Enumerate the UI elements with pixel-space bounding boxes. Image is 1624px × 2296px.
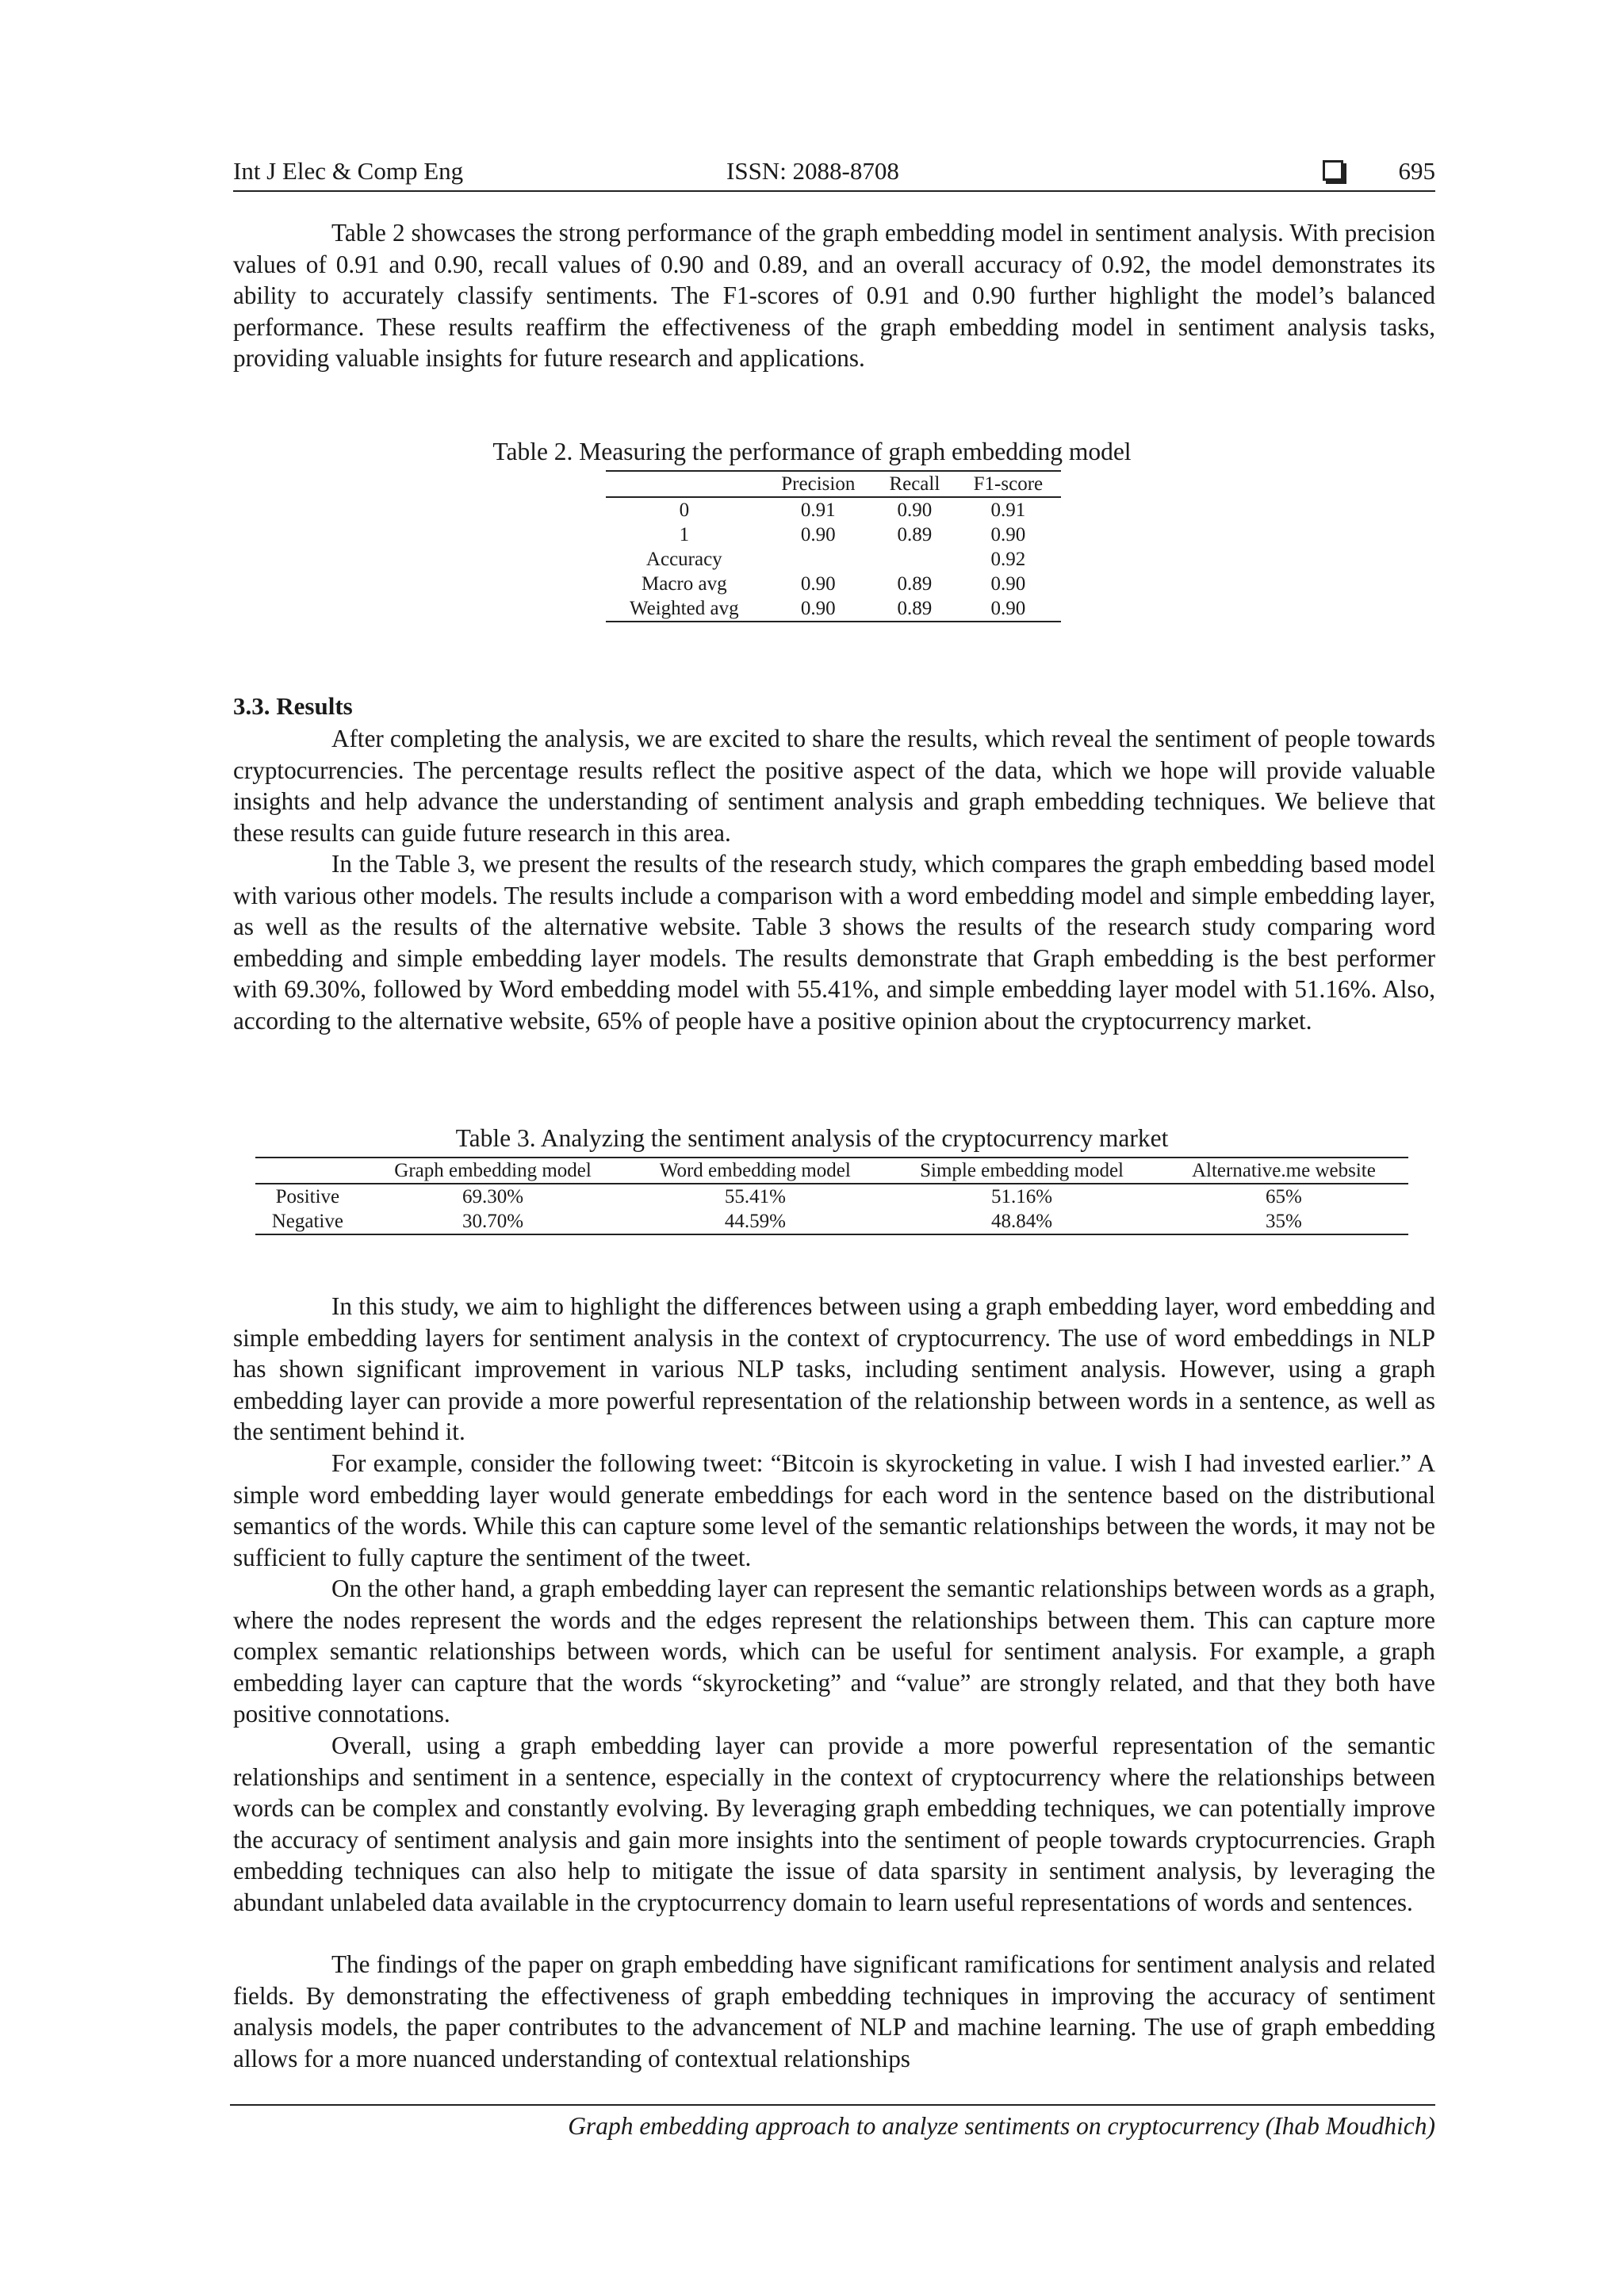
table-cell: 0.89 bbox=[897, 523, 933, 545]
table-cell: 65% bbox=[1265, 1185, 1302, 1207]
table-cell: Positive bbox=[275, 1185, 340, 1207]
table3 bbox=[255, 1157, 1408, 1235]
paragraph-body-8: The findings of the paper on graph embedding have significant ramifications for sentiment analysis and related fields. By demonstrating the effectiveness of graph embedding techniques in improving the accuracy of sentiment analysis models, the paper contributes to the advancement of NLP and machine learning. The use of graph embedding allows for a more nuanced understanding of contextual relationships bbox=[233, 1950, 1435, 2072]
table-row bbox=[606, 596, 1061, 622]
table-cell: 0.90 bbox=[800, 572, 836, 595]
table3-caption: Table 3. Analyzing the sentiment analysis of the cryptocurrency market bbox=[455, 1124, 1169, 1152]
table-row bbox=[606, 497, 1061, 522]
paragraph-body-7: Overall, using a graph embedding layer can provide a more powerful representation of the semantic relationships and sentiment in a sentence, especially in the context of cryptocurrency where the relationships between words can be complex and constantly evolving. By leveraging graph embedding techniques, we can potentially improve the accuracy of sentiment analysis and gain more insights into the sentiment of people towards cryptocurrencies. Graph embedding techniques can also help to mitigate the issue of data sparsity in sentiment analysis, by leveraging the abundant unlabeled data available in the cryptocurrency domain to learn useful representations of words and sentences. bbox=[233, 1732, 1435, 1916]
table-cell: 44.59% bbox=[626, 1209, 884, 1234]
table-header-row bbox=[606, 471, 1061, 497]
page-number: 695 bbox=[1398, 157, 1435, 185]
table-header-cell: Word embedding model bbox=[626, 1158, 884, 1184]
table-cell: Accuracy bbox=[645, 548, 722, 570]
table-header-cell: Precision bbox=[763, 471, 874, 497]
table-cell: 0.90 bbox=[800, 523, 836, 545]
running-footer: Graph embedding approach to analyze sentiments on cryptocurrency (Ihab Moudhich) bbox=[230, 2104, 1435, 2141]
table-cell: 1 bbox=[679, 523, 690, 545]
table-cell: 0.91 bbox=[800, 499, 836, 521]
table-row bbox=[606, 547, 1061, 572]
paragraph-body-6: On the other hand, a graph embedding layer can represent the semantic relationships between words as a graph, where the nodes represent the words and the edges represent the relationships between them. This can capture more complex semantic relationships between words, which can be useful for sentiment analysis. For example, a graph embedding layer can capture that the words “skyrocketing” and “value” are strongly related, and that they both have positive connotations. bbox=[233, 1575, 1435, 1728]
table-header-cell: Graph embedding model bbox=[360, 1158, 626, 1184]
table-cell: Negative bbox=[255, 1209, 360, 1234]
table-cell: 0.91 bbox=[990, 499, 1026, 521]
table-header-cell: Recall bbox=[874, 471, 956, 497]
running-header bbox=[233, 155, 1435, 192]
table2-caption: Table 2. Measuring the performance of graph embedding model bbox=[492, 438, 1132, 465]
table-row bbox=[606, 572, 1061, 596]
paragraph-results-1: After completing the analysis, we are excited to share the results, which reveal the sentiment of people towards cryptocurrencies. The percentage results reflect the positive aspect of the data, which we hope will provide valuable insights and help advance the understanding of sentiment analysis and graph embedding techniques. We believe that these results can guide future research in this area. bbox=[233, 725, 1435, 847]
table-cell: 0.89 bbox=[874, 596, 956, 622]
section-heading-results: 3.3. Results bbox=[233, 692, 353, 720]
table-row bbox=[606, 522, 1061, 547]
table-header-cell bbox=[606, 471, 763, 497]
table-cell: 0 bbox=[679, 499, 690, 521]
paragraph-table2-intro: Table 2 showcases the strong performance of the graph embedding model in sentiment analysis. With precision values of 0.91 and 0.90, recall values of 0.90 and 0.89, and an overall accuracy of 0.92, the model demonstrates its ability to accurately classify sentiments. The F1-scores of 0.91 and 0.90 further highlight the model’s balanced performance. These results reaffirm the effectiveness of the graph embedding model in sentiment analysis tasks, providing valuable insights for future research and applications. bbox=[233, 219, 1435, 373]
table-header-cell: Alternative.me website bbox=[1159, 1158, 1408, 1184]
table-cell: Weighted avg bbox=[606, 596, 763, 622]
paragraph-results-2: In the Table 3, we present the results of the research study, which compares the graph embedding based model with various other models. The results include a comparison with a word embedding model and simple embedding layer, as well as the results of the alternative website. Table 3 shows the results of the research study comparing word embedding and simple embedding layer models. The results demonstrate that Graph embedding is the best performer with 69.30%, followed by Word embedding model with 55.41%, and simple embedding layer model with 51.16%. Also, according to the alternative website, 65% of people have a positive opinion about the cryptocurrency market. bbox=[233, 850, 1435, 1035]
issn: ISSN: 2088-8708 bbox=[726, 157, 899, 185]
checkbox-square-icon bbox=[1323, 160, 1343, 181]
table-cell: 35% bbox=[1159, 1209, 1408, 1234]
table-cell: 30.70% bbox=[360, 1209, 626, 1234]
table-cell bbox=[763, 547, 874, 572]
paragraph-body-5: For example, consider the following tweet: “Bitcoin is skyrocketing in value. I wish I had invested earlier.” A simple word embedding layer would generate embeddings for each word in the sentence based on the distributional semantics of the words. While this can capture some level of the semantic relationships between the words, it may not be sufficient to fully capture the sentiment of the tweet. bbox=[233, 1449, 1435, 1571]
table-cell: 0.90 bbox=[990, 523, 1026, 545]
table-row bbox=[255, 1184, 1408, 1209]
table-cell: 0.90 bbox=[956, 596, 1061, 622]
table-cell: 0.90 bbox=[990, 572, 1026, 595]
table-header-cell: Simple embedding model bbox=[884, 1158, 1159, 1184]
table-cell: 55.41% bbox=[724, 1185, 786, 1207]
table-cell: 0.92 bbox=[990, 548, 1026, 570]
table-cell: 48.84% bbox=[884, 1209, 1159, 1234]
table-cell: 69.30% bbox=[462, 1185, 524, 1207]
journal-name: Int J Elec & Comp Eng bbox=[233, 157, 464, 185]
table-row bbox=[255, 1209, 1408, 1234]
table-cell: 51.16% bbox=[991, 1185, 1053, 1207]
table-header-cell bbox=[255, 1158, 360, 1184]
table-cell bbox=[874, 547, 956, 572]
table-header-row bbox=[255, 1158, 1408, 1184]
table-header-cell: F1-score bbox=[956, 471, 1061, 497]
paragraph-body-4: In this study, we aim to highlight the differences between using a graph embedding layer, word embedding and simple embedding layers for sentiment analysis in the context of cryptocurrency. The use of word embeddings in NLP has shown significant improvement in various NLP tasks, including sentiment analysis. However, using a graph embedding layer can provide a more powerful representation of the relationship between words in a sentence, as well as the sentiment behind it. bbox=[233, 1292, 1435, 1446]
table2 bbox=[606, 470, 1061, 622]
table-cell: Macro avg bbox=[642, 572, 727, 595]
table-cell: 0.89 bbox=[897, 572, 933, 595]
table-cell: 0.90 bbox=[763, 596, 874, 622]
table-cell: 0.90 bbox=[897, 499, 933, 521]
